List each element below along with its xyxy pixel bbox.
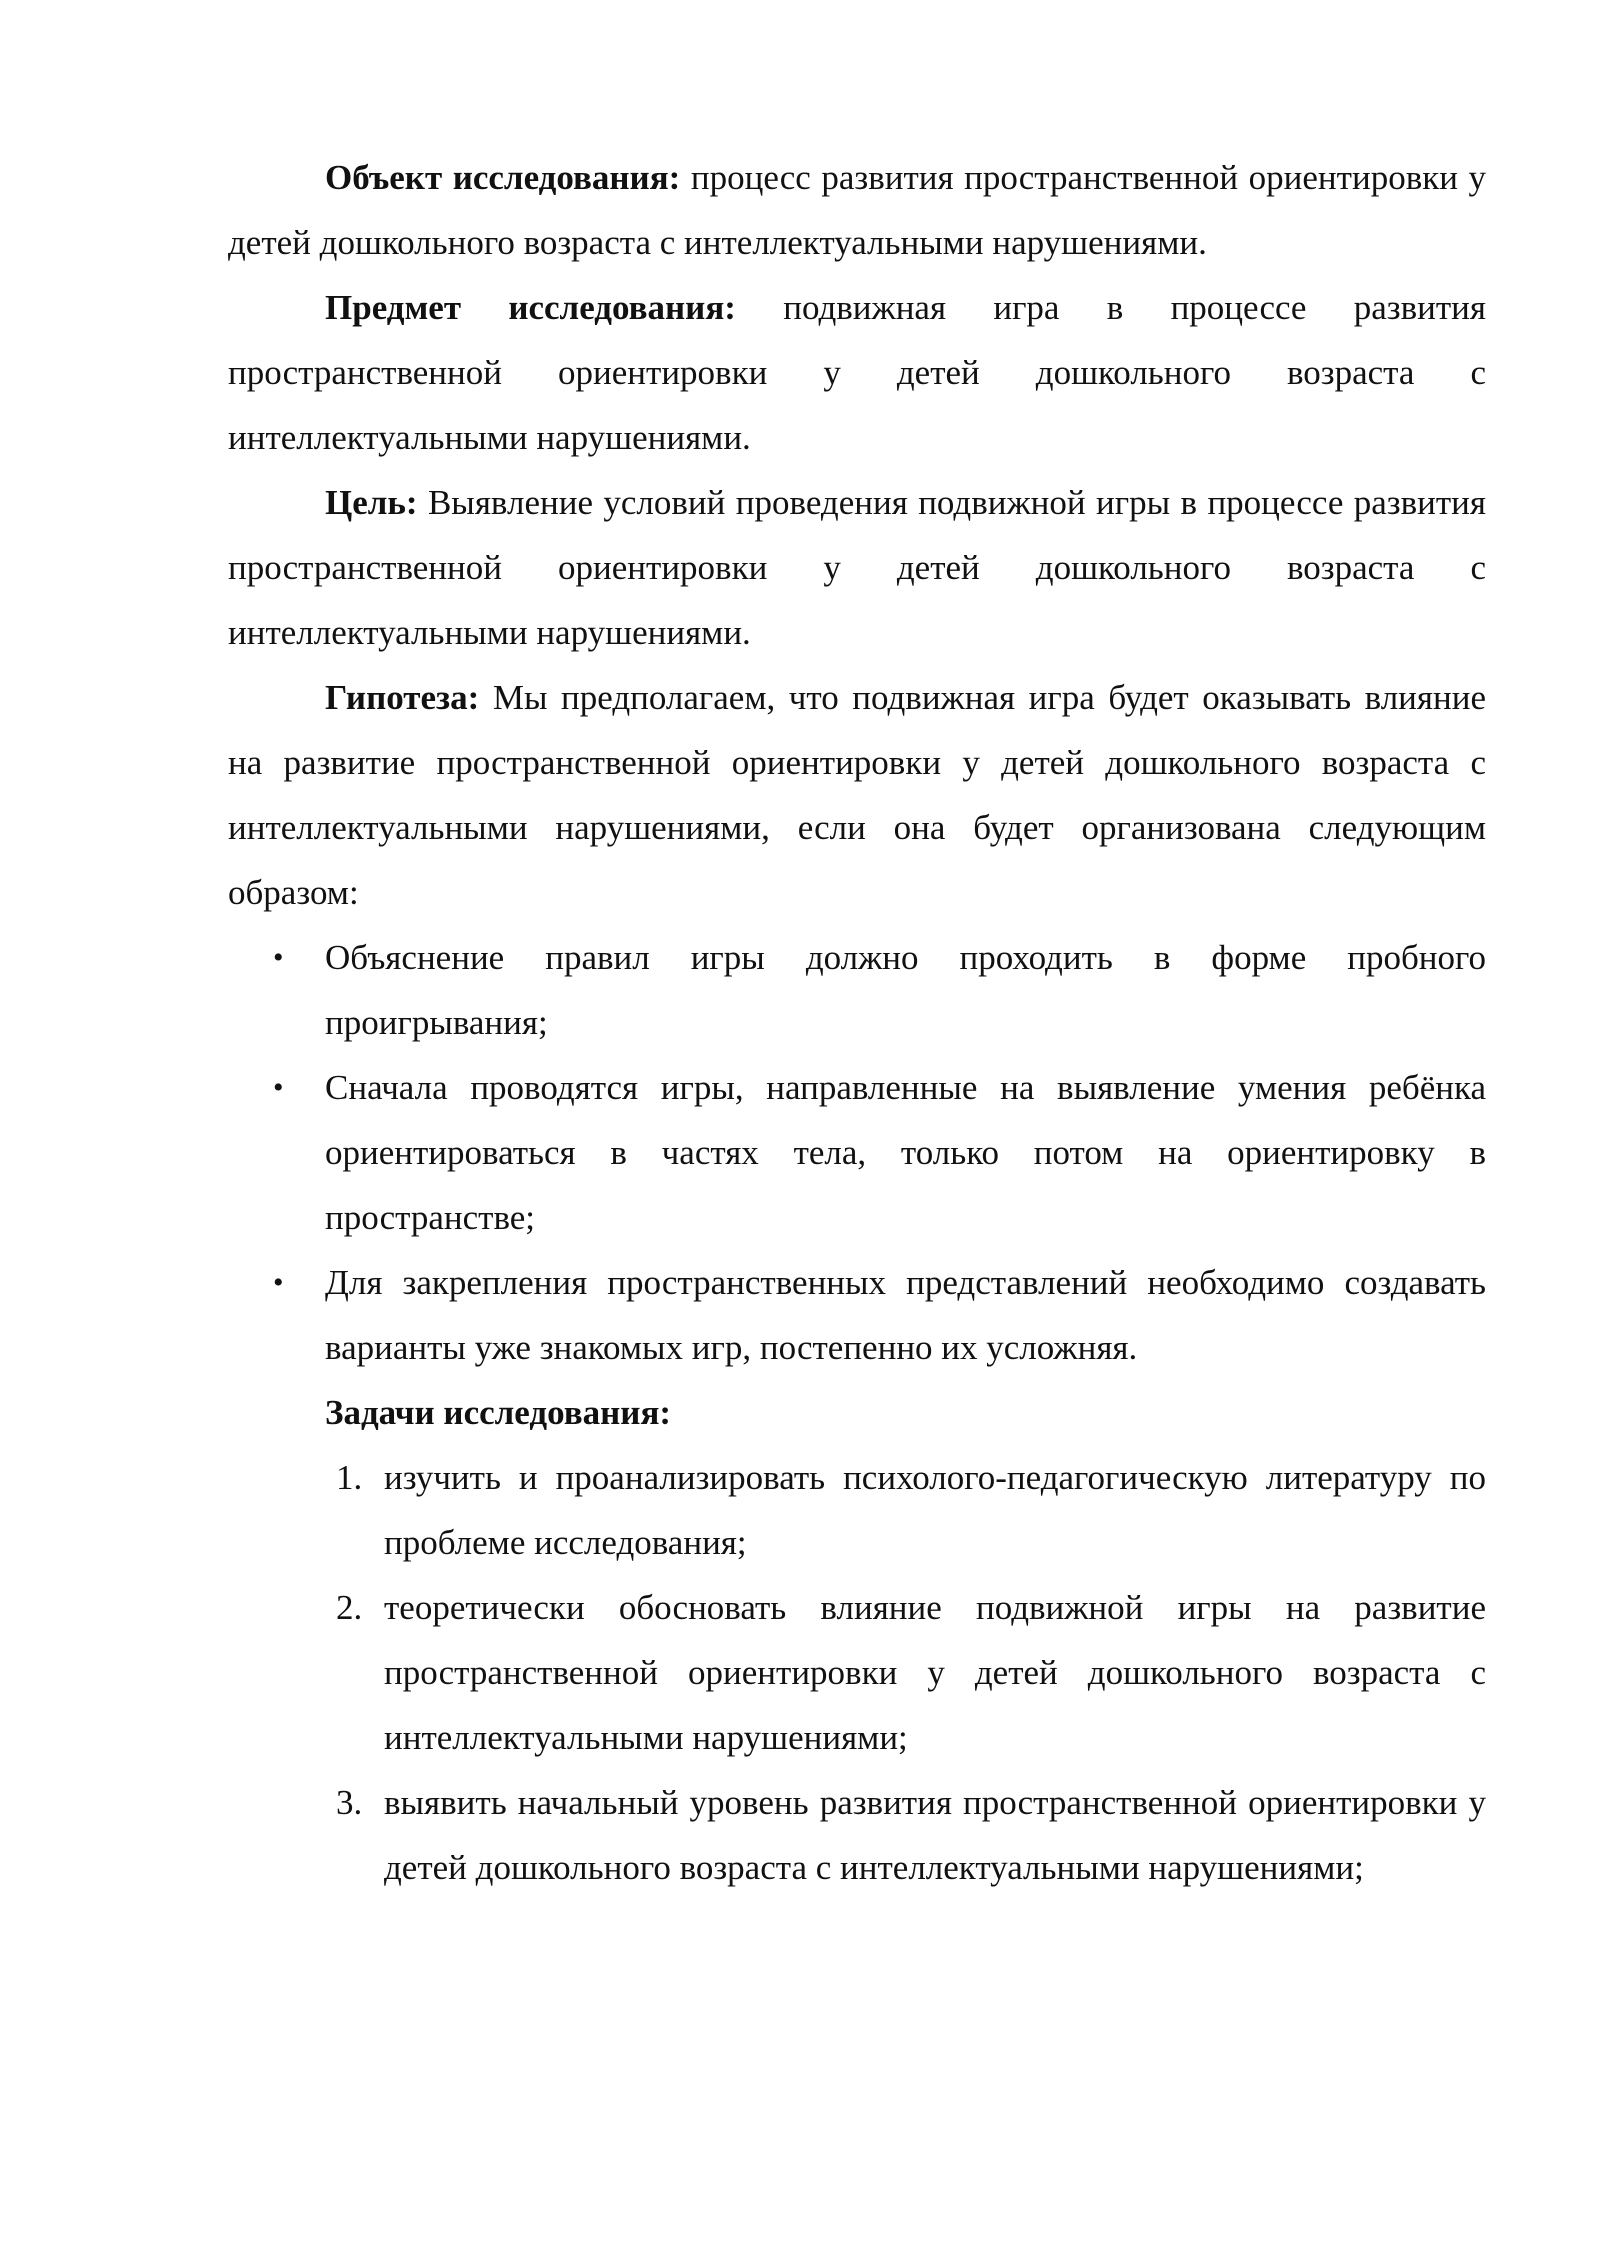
list-item xyxy=(273,1250,1486,1380)
section-text: процесс развития пространственной ориентировки у детей дошкольного возраста с интеллектуальными нарушениями. xyxy=(228,158,1486,262)
section-subject xyxy=(228,275,1486,470)
bullet-icon: • xyxy=(273,1266,284,1299)
document-page xyxy=(228,145,1486,1900)
section-label: Цель: xyxy=(325,483,418,522)
list-item xyxy=(273,925,1486,1055)
section-text: Мы предполагаем, что подвижная игра будет оказывать влияние на развитие пространственной ориентировки у детей дошкольного возраста с интеллектуальными нарушениями, если она будет организована следующим образом: xyxy=(228,678,1486,912)
list-item-text: теоретически обосновать влияние подвижной игры на развитие пространственной ориентировки у детей дошкольного возраста с интеллектуальными нарушениями; xyxy=(384,1588,1486,1757)
list-item xyxy=(336,1770,1486,1900)
section-label: Гипотеза: xyxy=(325,678,480,717)
tasks-list xyxy=(228,1445,1486,1900)
tasks-heading: Задачи исследования: xyxy=(325,1393,672,1432)
list-item-number: 1. xyxy=(336,1458,363,1497)
bullet-icon: • xyxy=(273,1071,284,1104)
list-item-text: выявить начальный уровень развития пространственной ориентировки у детей дошкольного возраста с интеллектуальными нарушениями; xyxy=(384,1783,1486,1887)
section-goal xyxy=(228,470,1486,665)
list-item-number: 2. xyxy=(336,1588,363,1627)
section-text: Выявление условий проведения подвижной игры в процессе развития пространственной ориентировки у детей дошкольного возраста с интеллектуальными нарушениями. xyxy=(228,483,1486,652)
list-item-text: Объяснение правил игры должно проходить в форме пробного проигрывания; xyxy=(325,938,1486,1042)
section-label: Объект исследования: xyxy=(325,158,681,197)
list-item-text: Сначала проводятся игры, направленные на выявление умения ребёнка ориентироваться в частях тела, только потом на ориентировку в пространстве; xyxy=(325,1068,1486,1237)
hypothesis-conditions-list xyxy=(228,925,1486,1380)
list-item-text: изучить и проанализировать психолого-педагогическую литературу по проблеме исследования; xyxy=(384,1458,1486,1562)
list-item-text: Для закрепления пространственных представлений необходимо создавать варианты уже знакомых игр, постепенно их усложняя. xyxy=(325,1263,1486,1367)
list-item xyxy=(273,1055,1486,1250)
section-text: подвижная игра в процессе развития пространственной ориентировки у детей дошкольного возраста с интеллектуальными нарушениями. xyxy=(228,288,1487,457)
list-item xyxy=(336,1575,1486,1770)
section-hypothesis xyxy=(228,665,1486,925)
bullet-icon: • xyxy=(273,941,284,974)
section-label: Предмет исследования: xyxy=(325,288,736,327)
list-item-number: 3. xyxy=(336,1783,363,1822)
section-object xyxy=(228,145,1486,275)
list-item xyxy=(336,1445,1486,1575)
